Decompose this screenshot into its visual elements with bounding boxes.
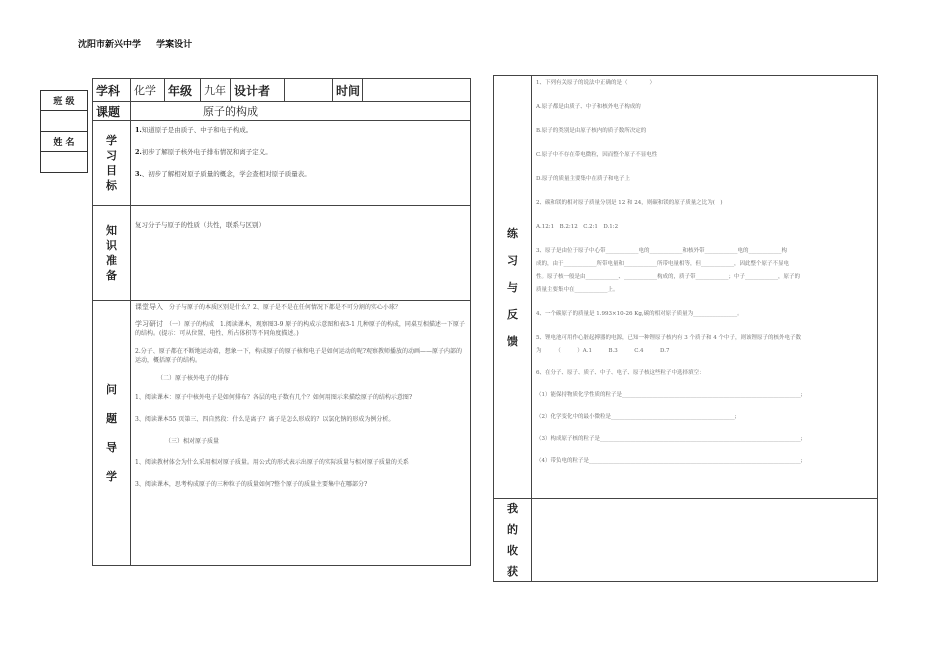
guide-s3q3: 3、阅读课本，思考构成原子的三种粒子的质量如何?整个原子的质量主要集中在哪部分?: [135, 481, 368, 488]
practice-q1-d: D.原子的质量主要集中在质子和电子上: [536, 176, 630, 182]
practice-q3-line: 质量主要集中在____________上。: [536, 287, 619, 293]
lesson-plan-table: [92, 78, 471, 566]
guide-intro: 课堂导入 分子与原子的本质区别是什么？2、原子是不是在任何情况下都是不可分割的实心小球？: [135, 303, 401, 311]
harvest-field[interactable]: [532, 499, 878, 582]
topic-value: 原子的构成: [131, 102, 471, 121]
student-info-table: [40, 90, 88, 173]
practice-q5-line: 为 （ ）A.1 B.3 C.4 D.7: [536, 348, 670, 354]
time-field[interactable]: [363, 79, 471, 102]
practice-q6-item: （4）带负电的粒子是_____________________________________________________________________________;: [536, 458, 803, 464]
guide-study: 学习研讨 （一）原子的构成 1.阅读课本，观察图3-9 原子的构成示意图和表3-1 几种原子的构成，同桌互相描述一下原子的结构。(提示：可从位置、电性、所占体积等不同角度描述。): [135, 320, 465, 337]
objectives-label: 学 习 目 标: [93, 121, 131, 206]
practice-q6-item: （2）化学变化中的最小微粒是_____________________________________________;: [536, 414, 737, 420]
topic-label: 课题: [93, 102, 131, 121]
practice-q1: 1、下列有关原子的说法中正确的是（ ）: [536, 80, 656, 86]
practice-q3-line: 3、原子是由位于原子中心带____________电的____________和核外带____________电的____________构: [536, 248, 788, 254]
objective-item: 3.、初步了解相对原子质量的概念，学会查相对原子质量表。: [135, 170, 311, 178]
practice-q2: 2、碳和镁的相对原子质量分别是 12 和 24，则碳和镁的原子质量之比为( ): [536, 200, 723, 206]
guide-content: [131, 301, 471, 566]
practice-q6: 6、在分子、原子、质子、中子、电子、原子核这些粒子中选择填空：: [536, 370, 705, 376]
guide-section-3: （三）相对原子质量: [165, 438, 220, 445]
class-label: 班 级: [41, 91, 88, 111]
guide-s2q3: 3、阅读课本55 页第三、四自然段：什么是离子？离子是怎么形成的？以氯化钠的形成为例分析。: [135, 416, 395, 423]
practice-q6-item: （3）构成原子核的粒子是_________________________________________________________________________;: [536, 436, 803, 442]
practice-content: [532, 76, 878, 499]
practice-q5-line: 5、锂电池可用作心脏起搏器的电源，已知一种锂原子核内有 3 个质子和 4 个中子，则该锂原子的核外电子数: [536, 335, 801, 341]
name-label: 姓 名: [41, 132, 88, 152]
class-field[interactable]: [41, 111, 88, 132]
subject-value: 化学: [131, 79, 165, 102]
guide-q2: 2.分子、原子都在不断地运动着，想象一下，构成原子的原子核和电子是如何运动的呢?观察教师播放的动画——原子内部的运动，概括原子的结构。: [135, 348, 462, 364]
practice-q6-item: （1）能保持物质化学性质的粒子是_________________________________________________________________;: [536, 392, 803, 398]
practice-q1-c: C.原子中不存在带电微粒，因而整个原子不显电性: [536, 152, 658, 158]
practice-q3-line: 成的，由于____________所带电量和____________所带电量相等，但____________，因此整个原子不显电: [536, 261, 790, 267]
designer-label: 设计者: [231, 79, 285, 102]
guide-s2q1: 1、阅读课本：原子中核外电子是如何排布？各层的电子数有几个？如何用图示来描绘原子的结构示意图?: [135, 394, 413, 401]
practice-q3-line: 性。原子核一般是由____________、____________构成的，质子带____________；中子____________，原子的: [536, 274, 801, 280]
guide-s3q1: 1、阅读教材体会为什么采用相对原子质量。用公式的形式表示出原子的实际质量与相对原子质量的关系: [135, 459, 409, 466]
harvest-label: 我 的 收 获: [494, 499, 532, 582]
knowledge-label: 知 识 准 备: [93, 206, 131, 301]
name-field[interactable]: [41, 152, 88, 173]
guide-label: 问 题 导 学: [93, 301, 131, 566]
practice-table: [493, 75, 878, 582]
subject-label: 学科: [93, 79, 131, 102]
page-header: [78, 37, 204, 50]
practice-q1-b: B.原子的类别是由原子核内的质子数所决定的: [536, 128, 647, 134]
knowledge-content: [131, 206, 471, 301]
doc-type: 学案设计: [156, 40, 193, 50]
objective-item: 2.初步了解原子核外电子排布情况和离子定义。: [135, 148, 272, 156]
objectives-content: [131, 121, 471, 206]
grade-label: 年级: [165, 79, 201, 102]
time-label: 时间: [333, 79, 363, 102]
practice-q4: 4、一个碳原子的质量是 1.993×10-26 Kg,碳的相对原子质量为________________。: [536, 311, 743, 317]
school-name: 沈阳市新兴中学: [78, 40, 142, 50]
guide-section-2: （二）原子核外电子的排布: [157, 375, 230, 382]
practice-label: 练 习 与 反 馈: [494, 76, 532, 499]
practice-q1-a: A.原子都是由质子、中子和核外电子构成的: [536, 104, 641, 110]
objective-item: 1.知道原子是由质子、中子和电子构成。: [135, 126, 253, 134]
grade-value: 九年: [201, 79, 231, 102]
designer-field[interactable]: [285, 79, 333, 102]
practice-q2-options: A.12:1 B.2:12 C.2:1 D.1:2: [536, 224, 619, 230]
knowledge-text: 复习分子与原子的性质（共性，联系与区别）: [135, 221, 265, 229]
